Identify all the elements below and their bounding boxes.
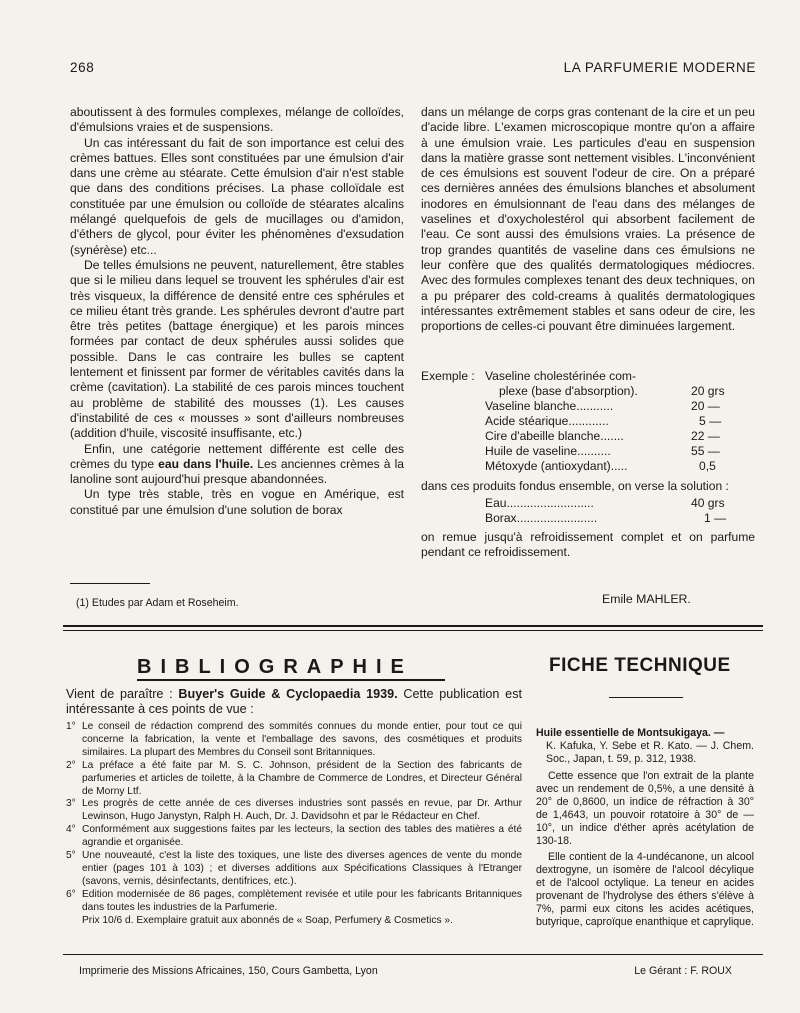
page-number: 268 bbox=[70, 60, 95, 75]
fiche-rule bbox=[609, 697, 683, 698]
list-item: 3° Les progrès de cette année de ces diverses industries sont passés en revue, par Dr. Arthur Lewinson, Hugo Janystyn, Ralph H. Auch, Dr. J. Davidsohn et par le Rédacteur en Chef. bbox=[66, 798, 522, 823]
recipe-quantity: 0,5 bbox=[699, 459, 716, 473]
solution-quantity: 40 grs bbox=[691, 496, 725, 510]
fiche-body bbox=[536, 727, 754, 929]
list-item: 5° Une nouveauté, c'est la liste des toxiques, une liste des diverses agences de vente du monde entier (pages 101 à 103) ; et diverses additions aux Spécifications Classiques à l'Etranger (savons, vernis, désinfectants, dentifrices, etc.). bbox=[66, 850, 522, 887]
list-item: 2° La préface a été faite par M. S. C. Johnson, président de la Section des fabricants de parfumeries et articles de toilette, à la Chambre de Commerce de Londres, et Directeur Général de Morny Ltf. bbox=[66, 759, 522, 797]
footer-rule bbox=[63, 954, 763, 955]
recipe-ingredient: Vaseline cholestérinée com- bbox=[485, 369, 637, 383]
paragraph: Un type très stable, très en vogue en Amérique, est constitué par une émulsion d'une solution de borax bbox=[70, 487, 404, 517]
recipe-ingredient: Métoxyde (antioxydant)..... bbox=[485, 459, 628, 473]
list-item: 4° Conformément aux suggestions faites par les lecteurs, la section des tables des matières a été agrandie et organisée. bbox=[66, 824, 522, 849]
recipe-quantity: 20 — bbox=[691, 399, 720, 413]
list-item: 1° Le conseil de rédaction comprend des sommités connues du monde entier, pour tout ce qui concerne la fabrication, la vente et l'emballage des savons, des cosmétiques et produits similaires. La plupart des Membres du Conseil sont Britanniques. bbox=[66, 721, 522, 758]
recipe-quantity: 55 — bbox=[691, 444, 720, 458]
footnote: (1) Etudes par Adam et Roseheim. bbox=[76, 597, 239, 609]
recipe-ingredient: Huile de vaseline.......... bbox=[485, 444, 611, 458]
paragraph: Enfin, une catégorie nettement différente est celle des crèmes du type eau dans l'huile. Les anciennes crèmes à la lanoline sont aujourd'hui presque abandonnées. bbox=[70, 441, 404, 487]
bold-title: Buyer's Guide & Cyclopaedia 1939. bbox=[178, 687, 398, 701]
bibliography-heading-box bbox=[137, 656, 445, 681]
paragraph: Cette essence que l'on extrait de la plante avec un rendement de 0,5%, a une densité à 20° de 0,8600, un indice de réfraction à 30° de 1,4643, un pouvoir rotatoire à 30° de —10°, un indice d'éther après acétylation de 130-18. bbox=[536, 770, 754, 847]
closing-paragraph: on remue jusqu'à refroidissement complet et on parfume pendant ce refroidissement. bbox=[421, 530, 755, 560]
solution-quantity: 1 — bbox=[704, 511, 727, 525]
fiche-reference: K. Kafuka, Y. Sebe et R. Kato. — J. Chem. Soc., Japan, t. 59, p. 312, 1938. bbox=[546, 740, 754, 765]
solution-ingredient: Eau.......................... bbox=[485, 496, 594, 510]
list-item: 6° Edition modernisée de 86 pages, complètement revisée et utile pour les fabricants Britanniques dans toutes les industries de la Parfumerie. bbox=[66, 888, 522, 913]
bibliography-intro: Vient de paraître : Buyer's Guide & Cyclopaedia 1939. Cette publication est intéressante à ces points de vue : bbox=[66, 687, 522, 716]
recipe-table bbox=[421, 369, 755, 479]
bibliography-title: BIBLIOGRAPHIE bbox=[137, 656, 413, 678]
fiche-title: FICHE TECHNIQUE bbox=[549, 655, 731, 676]
solution-table bbox=[421, 496, 755, 528]
recipe-quantity: 22 — bbox=[691, 429, 720, 443]
left-column bbox=[70, 105, 404, 518]
paragraph: aboutissent à des formules complexes, mélange de colloïdes, d'émulsions vraies et de suspensions. bbox=[70, 105, 404, 135]
section-separator bbox=[63, 630, 763, 631]
bold-phrase: eau dans l'huile. bbox=[158, 456, 254, 471]
recipe-ingredient: Vaseline blanche........... bbox=[485, 399, 614, 413]
journal-title: LA PARFUMERIE MODERNE bbox=[563, 60, 756, 75]
paragraph: Un cas intéressant du fait de son importance est celui des crèmes battues. Elles sont constituées par une émulsion d'air dans une crème au stéarate. Cette émulsion d'air n'est stable que dans des conditions précises. La phase colloïdale est constituée par une émulsion ou colloïde de stéarates alcalins mélangé quelquefois de gels de mucillages ou d'amidon, d'éthers de glycol, pour éviter les phénomènes d'exsudation (synérèse) etc... bbox=[70, 135, 404, 257]
right-column bbox=[421, 105, 755, 334]
author-signature: Emile MAHLER. bbox=[602, 592, 691, 606]
paragraph: dans un mélange de corps gras contenant de la cire et un peu d'acide libre. L'examen microscopique montre qu'on a affaire à une émulsion vraie. Les particules d'eau en suspension dans la matière grasse sont nettement visibles. L'inconvénient de ces émulsions est souvent l'odeur de cire. On a préparé ces dernières années des émulsions blanches et absolument inodores en émulsionnant de l'eau dans des mélanges de vaselines et d'oxycholestérol qui absorbent facilement de l'eau. Ce sont aussi des émulsions vraies. La présence de trop grandes quantités de vaseline dans ces émulsions ne leur confère que des qualités dermatologiques médiocres. Avec des formules complexes tenant des deux techniques, on a pu préparer des cold-creams à qualités dermatologiques intéressantes extrêmement stables et sans odeur de cire, les proportions de celles-ci pouvant être diminuées largement. bbox=[421, 105, 755, 334]
recipe-ingredient: Cire d'abeille blanche....... bbox=[485, 429, 624, 443]
section-separator bbox=[63, 625, 763, 627]
example-label: Exemple : bbox=[421, 369, 475, 383]
recipe-ingredient: Acide stéarique............ bbox=[485, 414, 609, 428]
recipe-quantity: 20 grs bbox=[691, 384, 725, 398]
printer-credit: Imprimerie des Missions Africaines, 150, Cours Gambetta, Lyon bbox=[79, 965, 378, 977]
price-line: Prix 10/6 d. Exemplaire gratuit aux abonnés de « Soap, Perfumery & Cosmetics ». bbox=[82, 914, 453, 926]
dissolve-line: dans ces produits fondus ensemble, on verse la solution : bbox=[421, 479, 729, 493]
paragraph: Elle contient de la 4-undécanone, un alcool dextrogyne, un isomère de l'alcool décylique et de l'alcool octylique. La teneur en acides provenant de l'hydrolyse des éthers s'élève à 7%, parmi eux citons les acides acétiques, butyrique, caproïque enanthique et caprylique. bbox=[536, 851, 754, 928]
solution-ingredient: Borax........................ bbox=[485, 511, 598, 525]
paragraph: De telles émulsions ne peuvent, naturellement, être stables que si le milieu dans lequel se trouvent les sphérules d'air est très visqueux, la différence de densité entre ces sphérules et ce milieu étant très grande. Les sphérules devront d'autre part être très petites (battage énergique) et les parois minces formées par contact de deux sphérules aussi solides que possible. Dans le cas contraire les bulles se captent lentement et finissent par former de véritables cavités dans la crème (cavitation). La stabilité de ces parois minces touchent au problème de stabilité des mousses (1). Les causes d'instabilité de ces « mousses » sont d'ailleurs nombreuses (addition d'huile, viscosité insuffisante, etc.) bbox=[70, 257, 404, 441]
manager-credit: Le Gérant : F. ROUX bbox=[634, 965, 732, 977]
footnote-rule bbox=[70, 583, 150, 584]
recipe-quantity: 5 — bbox=[699, 414, 722, 428]
bibliography-list bbox=[66, 721, 522, 928]
recipe-ingredient: plexe (base d'absorption). bbox=[499, 384, 638, 398]
fiche-heading: Huile essentielle de Montsukigaya. — bbox=[536, 727, 725, 739]
